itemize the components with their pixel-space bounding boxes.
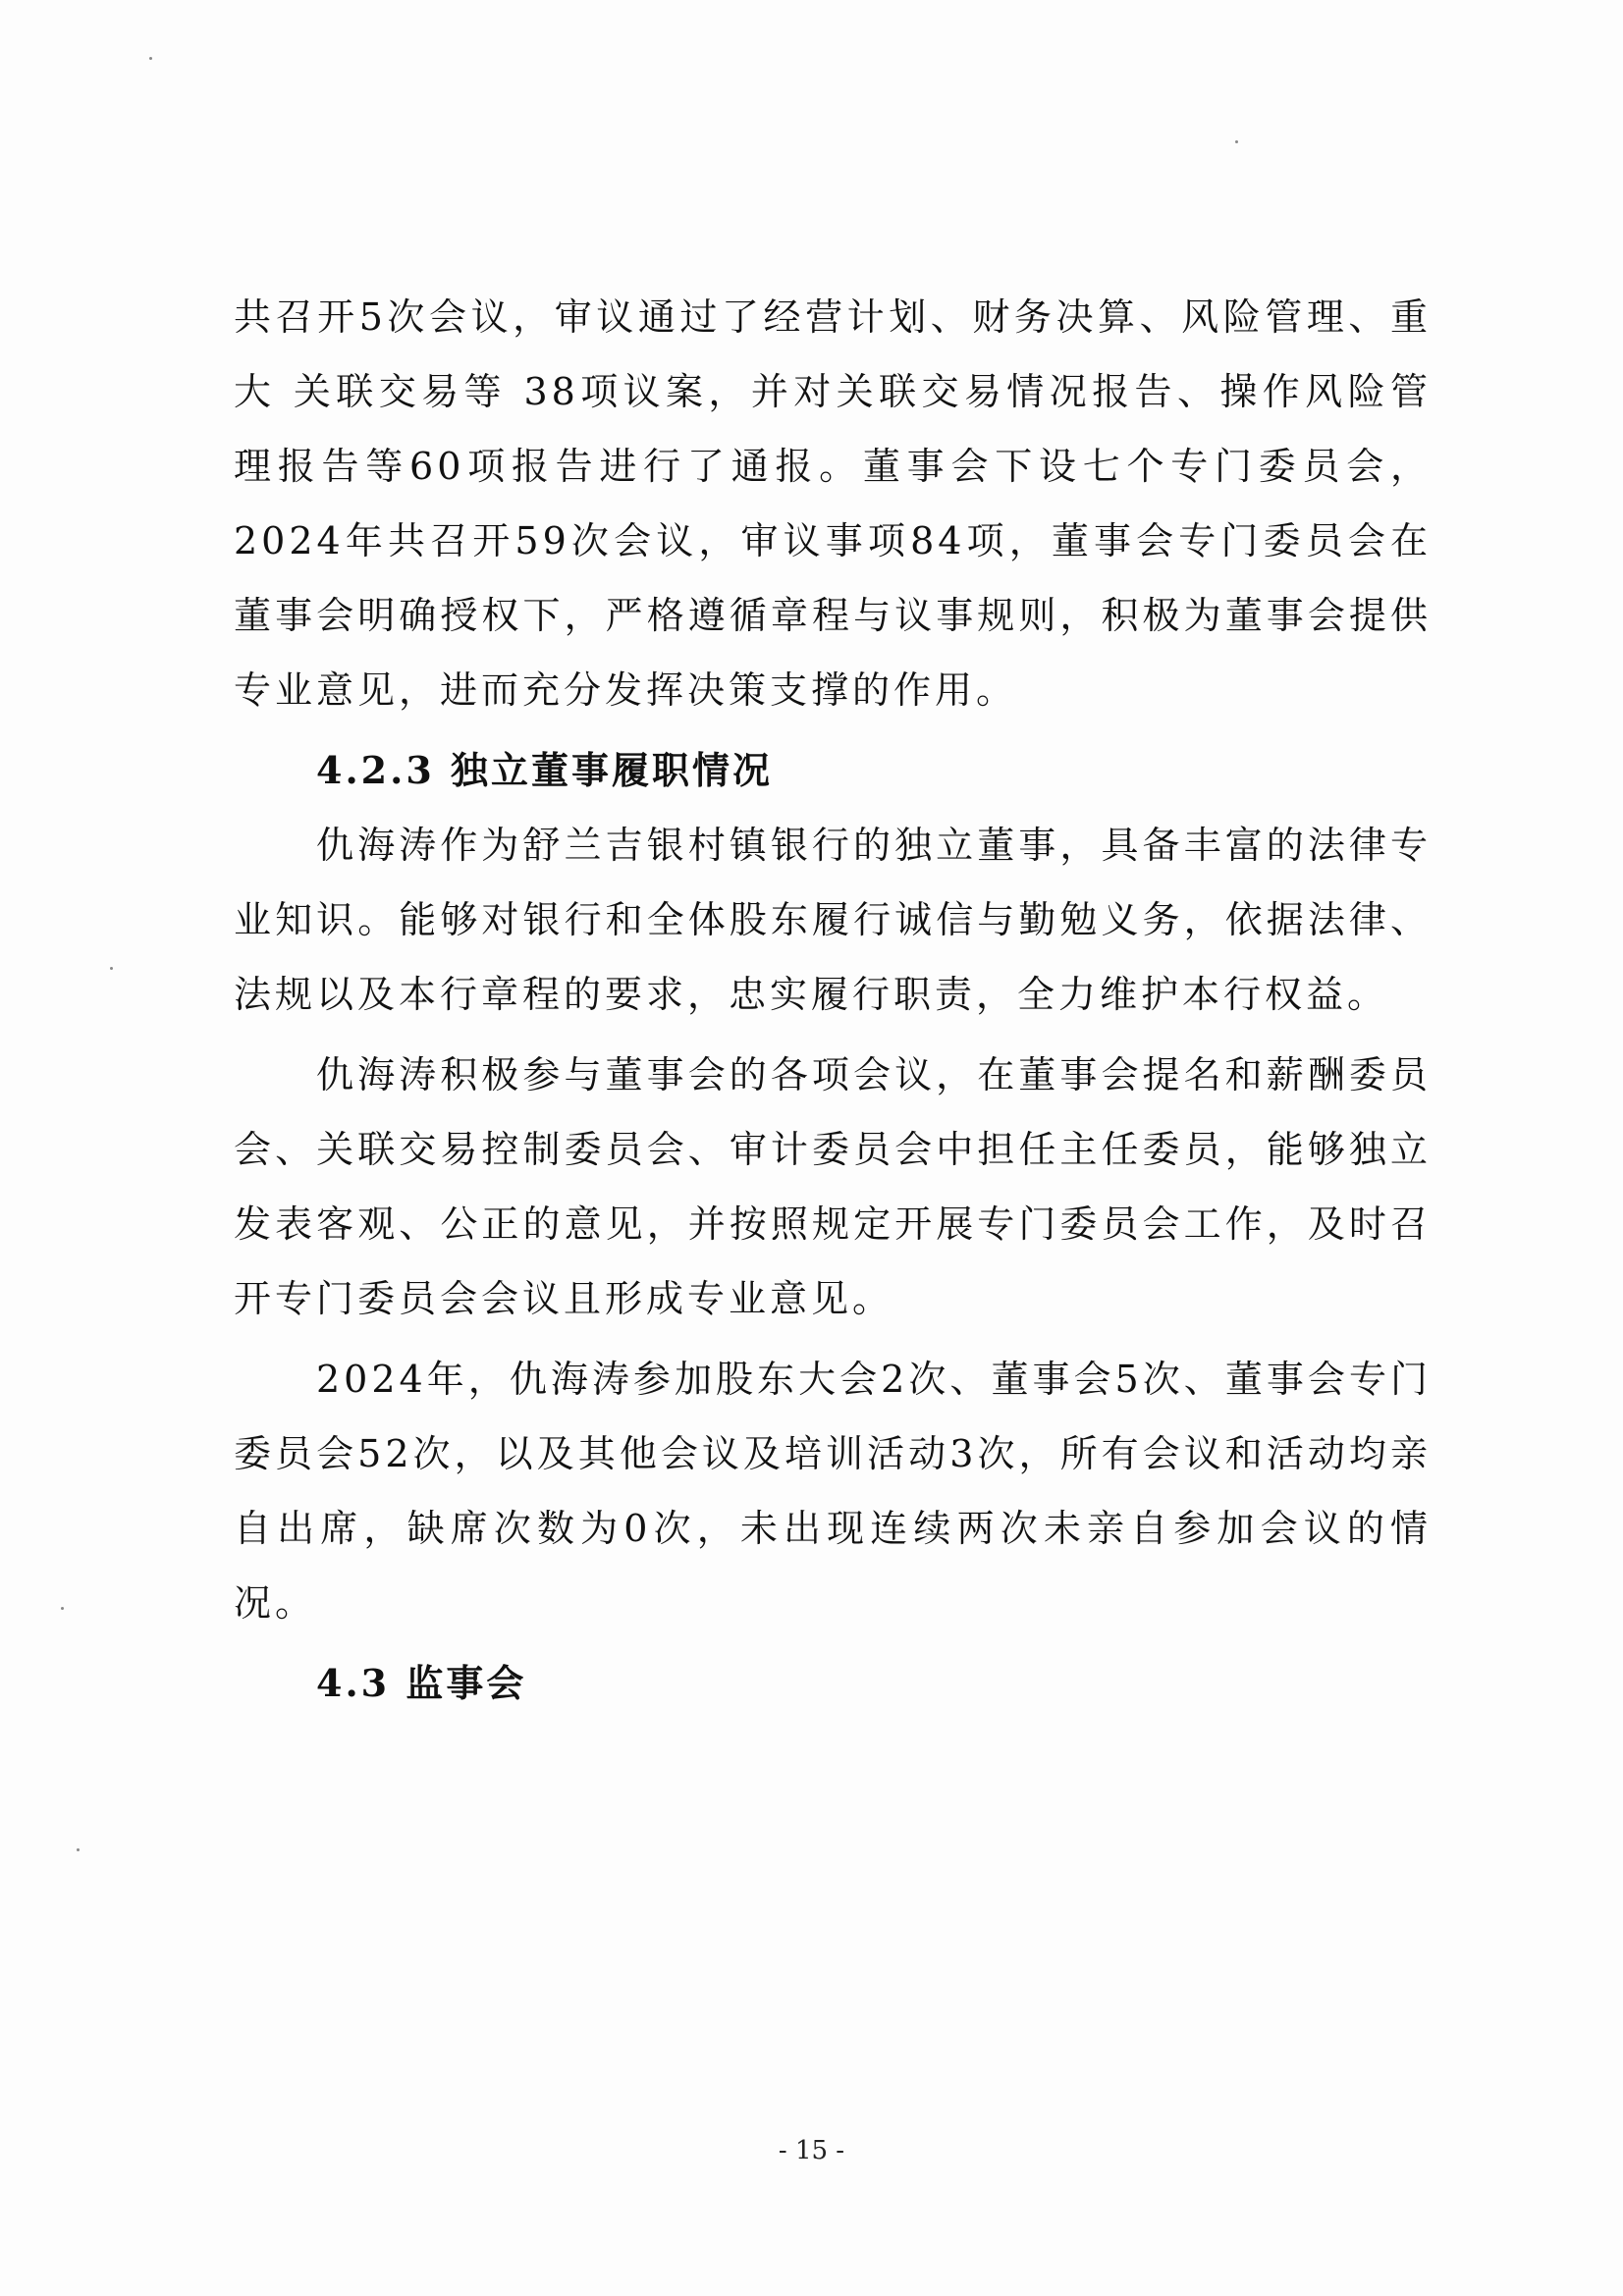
- document-body: [234, 280, 1432, 1721]
- scan-speck: [110, 967, 113, 970]
- scan-speck: [77, 1848, 80, 1851]
- section-heading-4-2-3: 4.2.3 独立董事履职情况: [316, 748, 774, 792]
- scan-speck: [61, 1607, 64, 1610]
- body-paragraph: 仇海涛作为舒兰吉银村镇银行的独立董事，具备丰富的法律专业知识。能够对银行和全体股东履行诚信与勤勉义务，依据法律、法规以及本行章程的要求，忠实履行职责，全力维护本行权益。: [234, 824, 1432, 1016]
- scan-speck: [1235, 140, 1238, 143]
- scan-speck: [149, 57, 152, 60]
- body-paragraph: 仇海涛积极参与董事会的各项会议，在董事会提名和薪酬委员会、关联交易控制委员会、审计委员会中担任主任委员，能够独立发表客观、公正的意见，并按照规定开展专门委员会工作，及时召开专门委员会会议且形成专业意见。: [234, 1053, 1432, 1320]
- section-heading-4-3: 4.3 监事会: [316, 1661, 527, 1705]
- body-paragraph: 2024年，仇海涛参加股东大会2次、董事会5次、董事会专门委员会52次，以及其他会议及培训活动3次，所有会议和活动均亲自出席，缺席次数为0次，未出现连续两次未亲自参加会议的情况。: [234, 1358, 1432, 1625]
- body-paragraph-continued: 共召开5次会议，审议通过了经营计划、财务决算、风险管理、重大 关联交易等 38项议案，并对关联交易情况报告、操作风险管理报告等60项报告进行了通报。董事会下设七个专门委员会，2024年共召开59次会议，审议事项84项，董事会专门委员会在董事会明确授权下，严格遵循章程与议事规则，积极为董事会提供专业意见，进而充分发挥决策支撑的作用。: [234, 295, 1432, 712]
- page-number: - 15 -: [778, 2136, 845, 2165]
